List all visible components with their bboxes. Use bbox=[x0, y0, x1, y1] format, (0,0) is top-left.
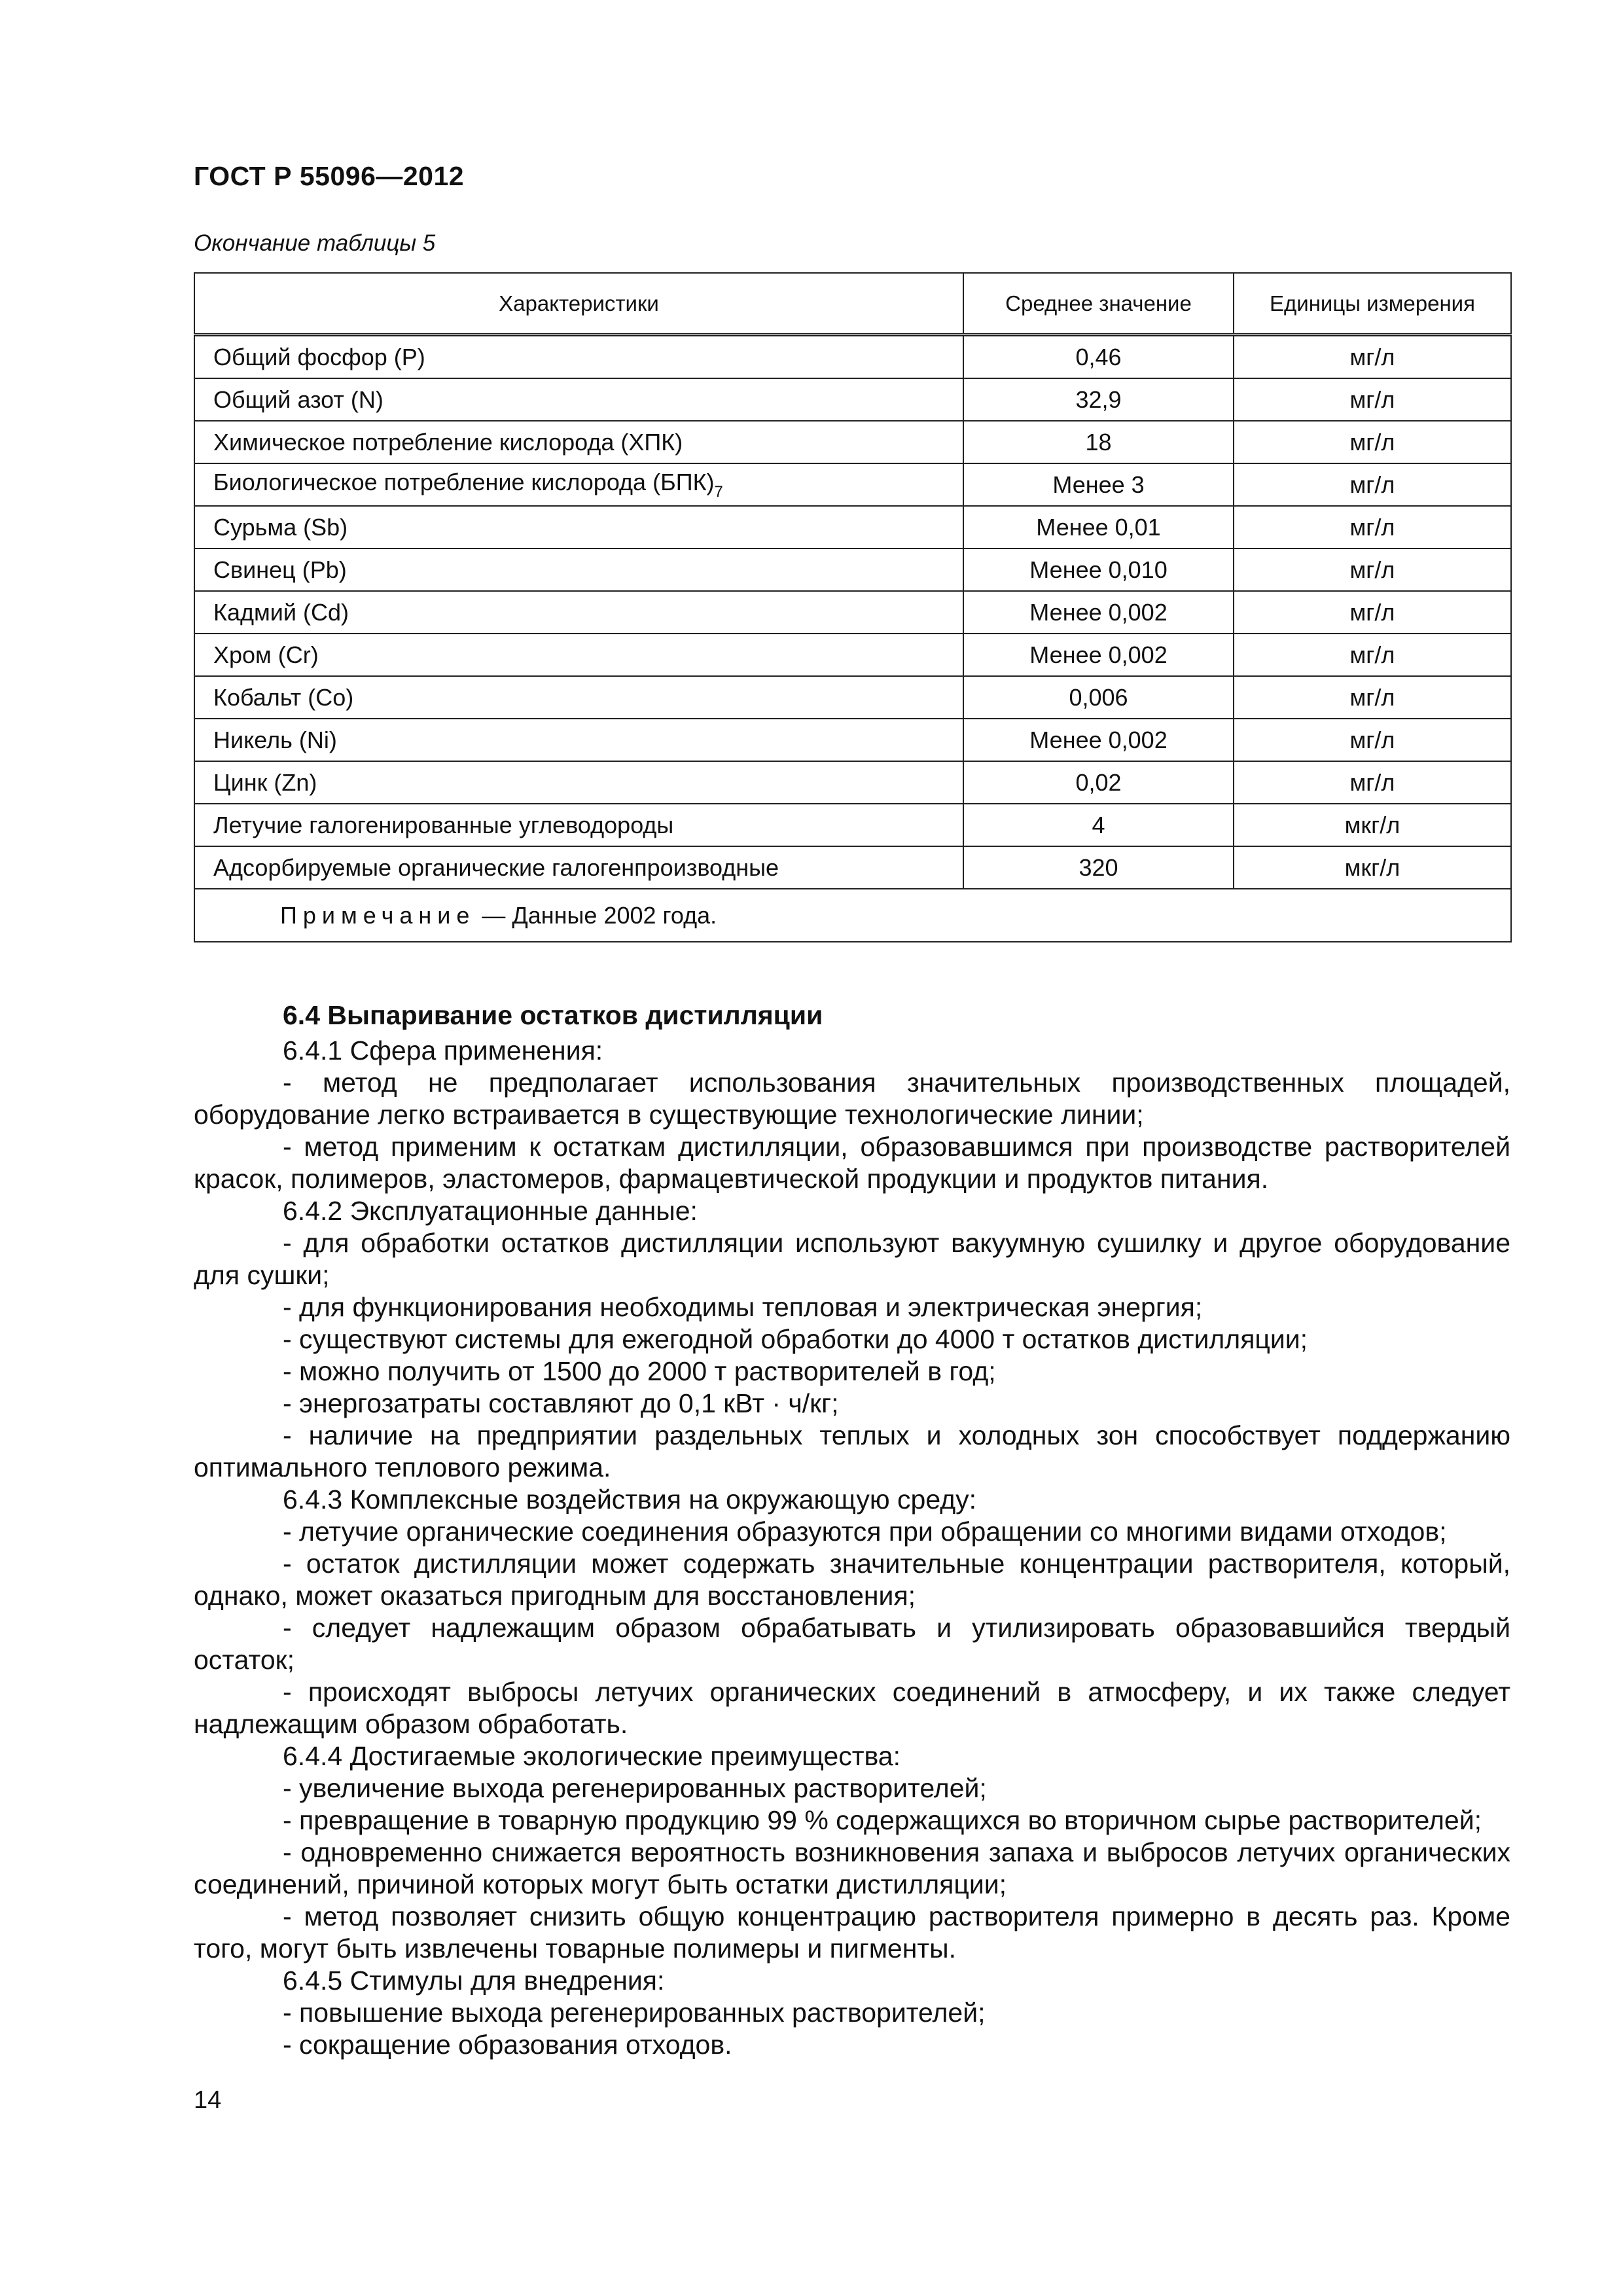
table-row bbox=[194, 378, 1511, 421]
cell-value: Менее 0,010 bbox=[963, 548, 1234, 591]
paragraph: - увеличение выхода регенерированных растворителей; bbox=[283, 1773, 987, 1803]
cell-unit: мг/л bbox=[1234, 719, 1511, 761]
column-header: Единицы измерения bbox=[1234, 273, 1511, 335]
paragraph: - наличие на предприятии раздельных теплых и холодных зон способствует поддержанию оптимального теплового режима. bbox=[194, 1420, 1510, 1482]
table-row bbox=[194, 846, 1511, 889]
paragraph: - для обработки остатков дистилляции используют вакуумную сушилку и другое оборудование для сушки; bbox=[194, 1228, 1510, 1290]
cell-unit: мг/л bbox=[1234, 676, 1511, 719]
column-header: Среднее значение bbox=[963, 273, 1234, 335]
table-row bbox=[194, 463, 1511, 506]
characteristic-name: Общий азот (N) bbox=[213, 386, 383, 413]
table-row bbox=[194, 591, 1511, 634]
note-label: Примечание bbox=[280, 901, 476, 929]
characteristic-name: Цинк (Zn) bbox=[213, 768, 317, 796]
paragraph: - происходят выбросы летучих органических соединений в атмосферу, и их также следует надлежащим образом обработать. bbox=[194, 1677, 1510, 1739]
paragraph: - превращение в товарную продукцию 99 % содержащихся во вторичном сырье растворителей; bbox=[283, 1805, 1482, 1835]
data-table bbox=[194, 272, 1512, 942]
document-header: ГОСТ Р 55096—2012 bbox=[194, 161, 465, 191]
table-row bbox=[194, 761, 1511, 804]
paragraph: 6.4.1 Сфера применения: bbox=[283, 1035, 603, 1066]
subscript: 7 bbox=[714, 482, 723, 501]
page-number: 14 bbox=[194, 2087, 222, 2114]
cell-characteristic bbox=[194, 719, 963, 761]
paragraph: - следует надлежащим образом обрабатывать и утилизировать образовавшийся твердый остаток; bbox=[194, 1613, 1510, 1675]
paragraph-list bbox=[194, 1035, 1510, 2061]
paragraph: 6.4.4 Достигаемые экологические преимущества: bbox=[283, 1741, 901, 1771]
cell-value: 4 bbox=[963, 804, 1234, 846]
table-body bbox=[194, 335, 1511, 889]
cell-characteristic bbox=[194, 335, 963, 379]
cell-characteristic bbox=[194, 421, 963, 463]
paragraph: - метод применим к остаткам дистилляции, образовавшимся при производстве растворителей красок, полимеров, эластомеров, фармацевтической продукции и продуктов питания. bbox=[194, 1132, 1510, 1194]
characteristic-name: Никель (Ni) bbox=[213, 726, 337, 753]
paragraph: - метод не предполагает использования значительных производственных площадей, оборудование легко встраивается в существующие технологические линии; bbox=[194, 1067, 1510, 1130]
characteristic-name: Общий фосфор (P) bbox=[213, 343, 425, 370]
cell-characteristic bbox=[194, 676, 963, 719]
table-header-row bbox=[194, 273, 1511, 335]
cell-unit: мг/л bbox=[1234, 378, 1511, 421]
cell-unit: мг/л bbox=[1234, 634, 1511, 676]
paragraph: - существуют системы для ежегодной обработки до 4000 т остатков дистилляции; bbox=[283, 1324, 1308, 1354]
cell-unit: мкг/л bbox=[1234, 846, 1511, 889]
table-row bbox=[194, 548, 1511, 591]
table-note bbox=[194, 889, 1511, 942]
table-caption: Окончание таблицы 5 bbox=[194, 230, 436, 256]
characteristic-name: Кадмий (Cd) bbox=[213, 598, 349, 626]
cell-unit: мг/л bbox=[1234, 463, 1511, 506]
paragraph: - можно получить от 1500 до 2000 т растворителей в год; bbox=[283, 1356, 996, 1386]
paragraph: - одновременно снижается вероятность возникновения запаха и выбросов летучих органических соединений, причиной которых могут быть остатки дистилляции; bbox=[194, 1837, 1510, 1899]
paragraph: - сокращение образования отходов. bbox=[283, 2030, 732, 2060]
section-body bbox=[194, 998, 1510, 2061]
cell-value: Менее 0,002 bbox=[963, 591, 1234, 634]
paragraph: 6.4.3 Комплексные воздействия на окружающую среду: bbox=[283, 1484, 977, 1515]
characteristic-name: Хром (Cr) bbox=[213, 641, 319, 668]
cell-characteristic bbox=[194, 761, 963, 804]
cell-characteristic bbox=[194, 591, 963, 634]
paragraph: - повышение выхода регенерированных растворителей; bbox=[283, 1998, 986, 2028]
paragraph: 6.4.5 Стимулы для внедрения: bbox=[283, 1965, 665, 1996]
table-row bbox=[194, 634, 1511, 676]
table-row bbox=[194, 335, 1511, 379]
cell-value: Менее 0,002 bbox=[963, 634, 1234, 676]
table-row bbox=[194, 676, 1511, 719]
table-row bbox=[194, 506, 1511, 548]
table-row bbox=[194, 421, 1511, 463]
paragraph: - остаток дистилляции может содержать значительные концентрации растворителя, который, однако, может оказаться пригодным для восстановления; bbox=[194, 1549, 1510, 1611]
cell-value: 0,46 bbox=[963, 335, 1234, 379]
cell-value: Менее 3 bbox=[963, 463, 1234, 506]
characteristic-name: Свинец (Pb) bbox=[213, 556, 347, 583]
cell-value: 0,02 bbox=[963, 761, 1234, 804]
cell-unit: мг/л bbox=[1234, 761, 1511, 804]
column-header: Характеристики bbox=[194, 273, 963, 335]
cell-unit: мг/л bbox=[1234, 591, 1511, 634]
cell-characteristic bbox=[194, 634, 963, 676]
section-title: 6.4 Выпаривание остатков дистилляции bbox=[283, 1000, 823, 1030]
cell-characteristic bbox=[194, 548, 963, 591]
cell-characteristic bbox=[194, 846, 963, 889]
cell-value: Менее 0,01 bbox=[963, 506, 1234, 548]
paragraph: - энергозатраты составляют до 0,1 кВт · ч/кг; bbox=[283, 1388, 839, 1418]
paragraph: 6.4.2 Эксплуатационные данные: bbox=[283, 1196, 698, 1226]
cell-value: 18 bbox=[963, 421, 1234, 463]
table-row bbox=[194, 804, 1511, 846]
cell-unit: мг/л bbox=[1234, 421, 1511, 463]
cell-value: Менее 0,002 bbox=[963, 719, 1234, 761]
paragraph: - для функционирования необходимы тепловая и электрическая энергия; bbox=[283, 1292, 1203, 1322]
cell-characteristic bbox=[194, 804, 963, 846]
characteristic-name: Кобальт (Co) bbox=[213, 683, 354, 711]
characteristic-name: Адсорбируемые органические галогенпроизводные bbox=[213, 853, 779, 881]
characteristic-name: Химическое потребление кислорода (ХПК) bbox=[213, 428, 683, 456]
cell-unit: мкг/л bbox=[1234, 804, 1511, 846]
characteristic-name: Сурьма (Sb) bbox=[213, 513, 348, 541]
cell-value: 0,006 bbox=[963, 676, 1234, 719]
table-note-row bbox=[194, 889, 1511, 942]
cell-unit: мг/л bbox=[1234, 335, 1511, 379]
cell-characteristic bbox=[194, 463, 963, 506]
cell-characteristic bbox=[194, 506, 963, 548]
cell-value: 320 bbox=[963, 846, 1234, 889]
note-text: — Данные 2002 года. bbox=[475, 901, 717, 929]
paragraph: - метод позволяет снизить общую концентрацию растворителя примерно в десять раз. Кроме того, могут быть извлечены товарные полимеры и пигменты. bbox=[194, 1901, 1510, 1964]
cell-characteristic bbox=[194, 378, 963, 421]
cell-value: 32,9 bbox=[963, 378, 1234, 421]
table-row bbox=[194, 719, 1511, 761]
characteristic-name: Биологическое потребление кислорода (БПК) bbox=[213, 468, 715, 495]
paragraph: - летучие органические соединения образуются при обращении со многими видами отходов; bbox=[283, 1516, 1447, 1547]
cell-unit: мг/л bbox=[1234, 506, 1511, 548]
cell-unit: мг/л bbox=[1234, 548, 1511, 591]
characteristic-name: Летучие галогенированные углеводороды bbox=[213, 811, 674, 838]
